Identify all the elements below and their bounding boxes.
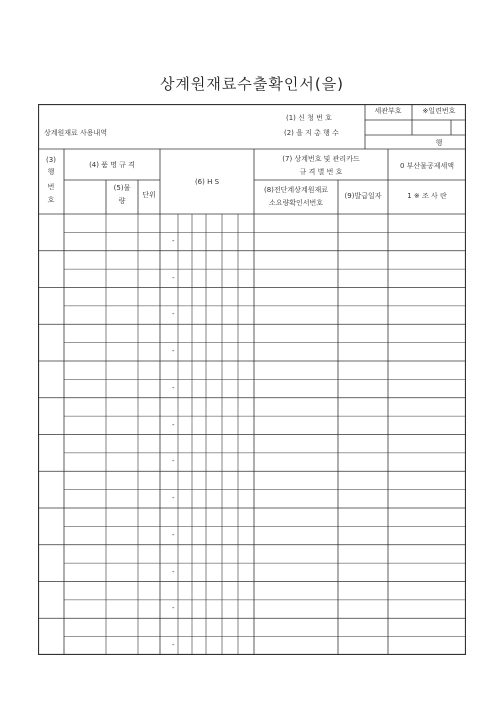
- col-issue-date: (9)발급일자: [344, 192, 382, 200]
- row-dash: -: [172, 347, 175, 356]
- col-inspection: 1 ※ 조 사 란: [407, 192, 447, 200]
- row-dash: -: [172, 604, 175, 613]
- col-row-no-1: (3): [46, 156, 56, 164]
- form-table: [38, 104, 466, 655]
- col-row-no-4: 호: [47, 196, 55, 204]
- col-surcharge: 0 부산물공제세액: [399, 162, 454, 170]
- col-offset-no-2: 규 격 별 번 호: [299, 168, 343, 176]
- row-dash: -: [172, 420, 175, 429]
- row-dash: -: [172, 383, 175, 392]
- col-row-no-2: 행: [47, 168, 55, 176]
- row-dash: -: [172, 236, 175, 245]
- form-title: 상계원재료수출확인서(을): [159, 75, 345, 93]
- col-quantity-1: (5)물: [113, 184, 131, 192]
- row-dash: -: [172, 494, 175, 503]
- col-row-no-3: 번: [47, 183, 55, 191]
- customs-no-label: 세관부호: [374, 107, 402, 115]
- row-dash: -: [172, 273, 175, 282]
- col-offset-no-1: (7) 상계번호 및 관리카드: [282, 155, 360, 163]
- col-item-spec: (4) 품 명 규 격: [89, 161, 135, 169]
- row-unit-label: 행: [435, 139, 443, 147]
- col-hs: (6) H S: [194, 178, 220, 186]
- row-dash: -: [172, 457, 175, 466]
- row-dash: -: [172, 310, 175, 319]
- row-dash: -: [172, 567, 175, 576]
- col-unit: 단위: [142, 191, 156, 199]
- attached-count-label: (2) 을 지 총 행 수: [284, 129, 339, 137]
- row-dash: -: [172, 530, 175, 539]
- col-prior-stage-1: (8)전단계상계원재료: [263, 186, 328, 194]
- application-no-label: (1) 신 청 번 호: [286, 114, 332, 122]
- col-quantity-2: 량: [118, 197, 126, 205]
- serial-no-label: ※일련번호: [422, 107, 456, 115]
- row-dash: -: [172, 641, 175, 650]
- usage-label: 상계원재료 사용내역: [44, 129, 108, 137]
- col-prior-stage-2: 소요량확인서번호: [268, 199, 324, 207]
